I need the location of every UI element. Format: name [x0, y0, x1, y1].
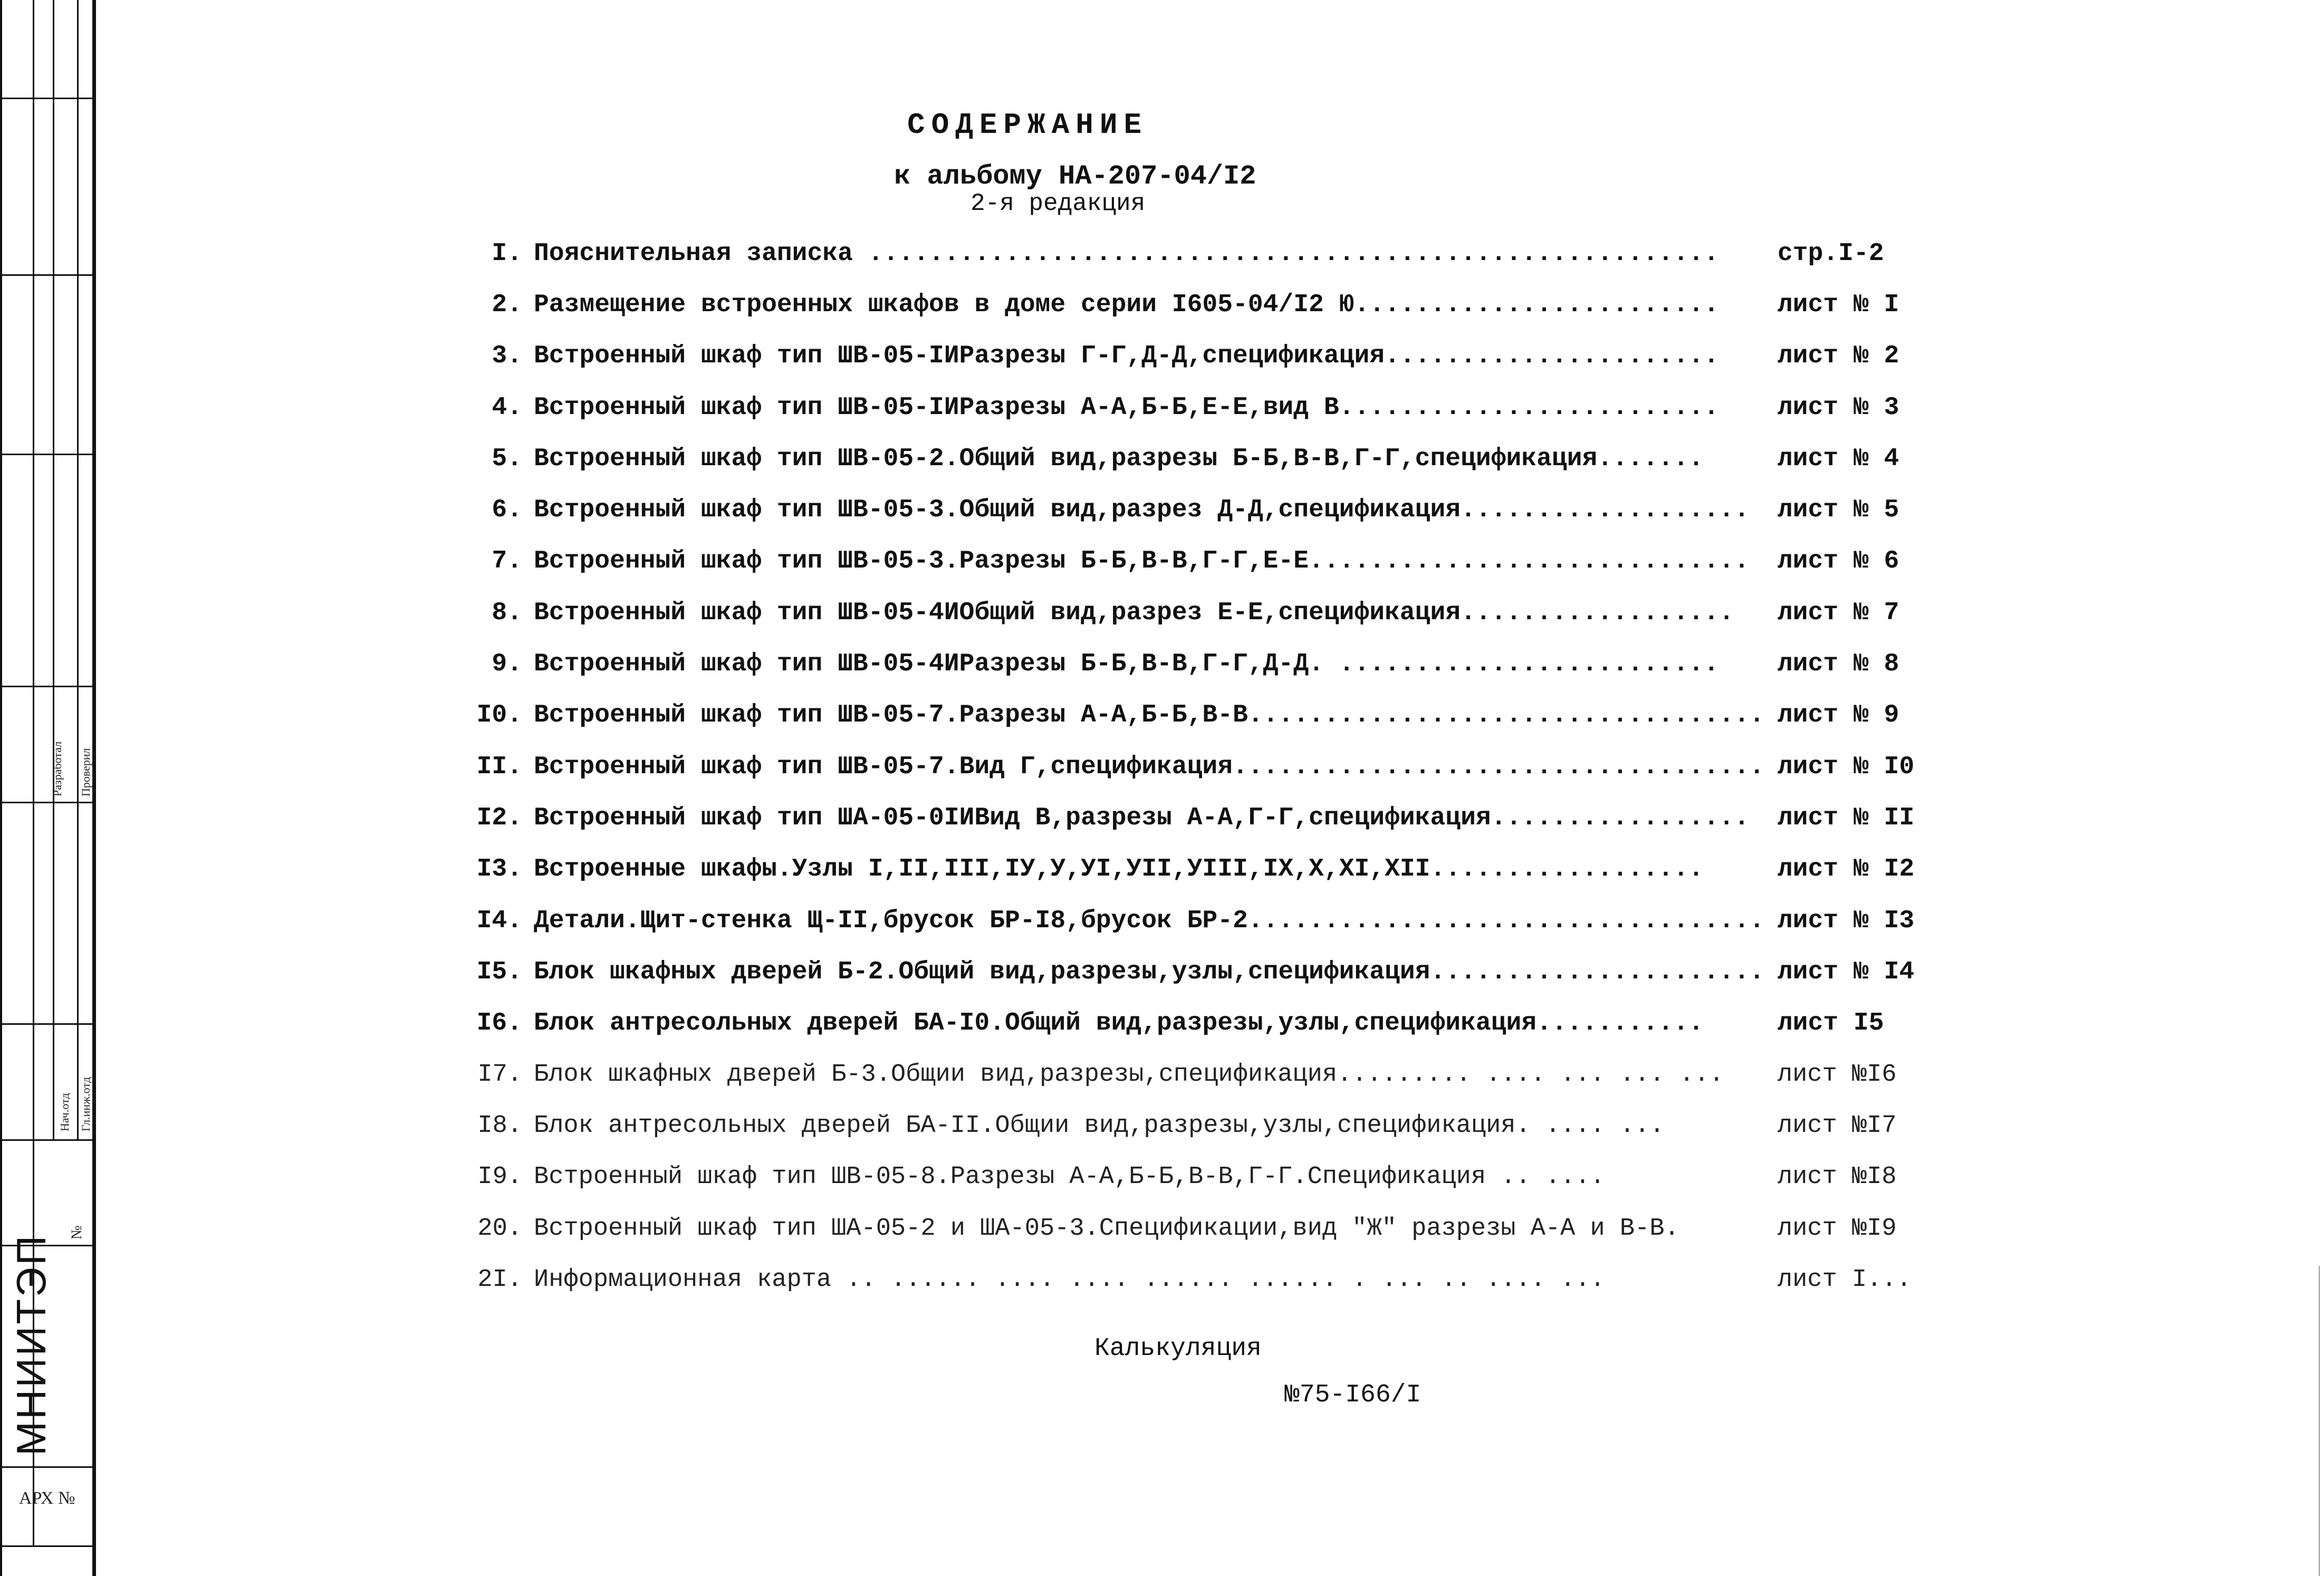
toc-entry-number: I7. [477, 1060, 522, 1089]
strip-row-line [2, 98, 92, 99]
toc-entry-number: 3. [492, 342, 522, 371]
toc-entry-title: Встроенный шкаф тип ШВ-05-7.Разрезы А-А,Б-Б,В-В.................................. [534, 701, 1765, 730]
toc-entry [464, 228, 1920, 279]
calculation-number: №75-I66/I [1284, 1381, 1422, 1409]
toc-entry-title: Блок антресольных дверей БА-II.Общии вид,разрезы,узлы,спецификация. .... ... [534, 1112, 1665, 1140]
toc-entry-sheet-ref: стр.I-2 [1778, 239, 1884, 268]
strip-row-line [2, 1545, 92, 1547]
toc-entry-title: Встроенный шкаф тип ШВ-05-IИРазрезы А-А,Б-Б,Е-Е,вид В......................... [534, 393, 1719, 422]
strip-row-line [2, 686, 92, 687]
toc-entry-title: Встроенный шкаф тип ШВ-05-3.Общий вид,разрез Д-Д,спецификация................... [534, 496, 1750, 525]
toc-entry-sheet-ref: лист № 5 [1778, 496, 1899, 525]
toc-entry [464, 638, 1920, 689]
toc-entry-title: Встроенный шкаф тип ШВ-05-2.Общий вид,разрезы Б-Б,В-В,Г-Г,спецификация....... [534, 444, 1704, 473]
edition-label: 2-я редакция [971, 190, 1146, 217]
strip-row-line [2, 1139, 92, 1141]
strip-row-line [2, 274, 92, 276]
toc-entry [464, 1254, 1920, 1305]
toc-entry-number: I0. [476, 701, 522, 730]
toc-entry-title: Блок шкафных дверей Б-2.Общий вид,разрезы,узлы,спецификация...................... [534, 957, 1765, 986]
toc-entry-sheet-ref: лист № 8 [1778, 650, 1899, 679]
strip-column-line [53, 0, 54, 1139]
strip-border-line [92, 0, 96, 1576]
toc-entry-sheet-ref: лист № I0 [1778, 752, 1915, 781]
toc-entry [464, 946, 1920, 997]
toc-entry-title: Встроенный шкаф тип ША-05-2 и ША-05-3.Спецификации,вид "Ж" разрезы А-А и В-В. [534, 1214, 1679, 1243]
toc-entry-number: 6. [492, 496, 522, 525]
toc-entry [464, 279, 1920, 330]
toc-entry-number: 9. [492, 650, 522, 679]
toc-entry-number: I. [492, 239, 522, 268]
toc-entry-number: 4. [492, 393, 522, 422]
toc-entry-sheet-ref: лист № 3 [1778, 393, 1899, 422]
toc-entry-title: Информационная карта .. ...... .... .... ...... ...... . ... .. .... ... [534, 1266, 1605, 1294]
toc-entry [464, 382, 1920, 433]
document-title: СОДЕРЖАНИЕ [907, 108, 1148, 142]
toc-entry-number: 20. [477, 1214, 522, 1243]
toc-entry-title: Встроенный шкаф тип ШВ-05-7.Вид Г,спецификация................................... [534, 752, 1765, 781]
toc-entry-title: Встроенный шкаф тип ШВ-05-3.Разрезы Б-Б,В-В,Г-Г,Е-Е............................. [534, 547, 1750, 576]
document-subtitle: к альбому НА-207-04/I2 [894, 161, 1256, 192]
toc-entry-sheet-ref: лист № II [1778, 803, 1915, 832]
toc-entry-number: 5. [492, 444, 522, 473]
toc-entry-sheet-ref: лист № I3 [1778, 906, 1915, 935]
toc-entry-number: 8. [492, 598, 522, 627]
toc-entry-title: Встроенный шкаф тип ШВ-05-8.Разрезы А-А,Б-Б,В-В,Г-Г.Спецификация .. .... [534, 1163, 1605, 1191]
toc-entry-title: Блок шкафных дверей Б-3.Общии вид,разрезы,спецификация......... .... ... ... ... [534, 1060, 1724, 1089]
toc-entry-sheet-ref: лист I... [1778, 1266, 1912, 1294]
toc-entry-sheet-ref: лист № I2 [1778, 855, 1915, 884]
toc-entry-number: I4. [476, 906, 522, 935]
toc-entry-number: 2I. [477, 1266, 522, 1294]
toc-entry [464, 1100, 1920, 1151]
toc-entry [464, 1203, 1920, 1254]
toc-entry-sheet-ref: лист № 6 [1778, 547, 1899, 576]
toc-entry [464, 433, 1920, 484]
toc-entry-number: II. [476, 752, 522, 781]
table-of-contents [464, 228, 1920, 1305]
toc-entry-title: Детали.Щит-стенка Щ-II,брусок БР-I8,брусок БР-2.................................. [534, 906, 1765, 935]
title-block-strip [0, 0, 112, 1576]
archive-number-label: АРХ № [19, 1488, 75, 1508]
toc-entry [464, 895, 1920, 946]
toc-entry [464, 1049, 1920, 1100]
toc-entry-sheet-ref: лист № 7 [1778, 598, 1899, 627]
strip-row-line [2, 1466, 92, 1468]
toc-entry-sheet-ref: лист I5 [1778, 1009, 1884, 1038]
strip-row-line [2, 454, 92, 455]
toc-entry-number: I9. [477, 1163, 522, 1191]
toc-entry-number: 7. [492, 547, 522, 576]
toc-entry-title: Встроенный шкаф тип ШВ-05-4ИОбщий вид,разрез Е-Е,спецификация.................. [534, 598, 1734, 627]
number-sign-label: № [69, 1225, 85, 1239]
toc-entry-sheet-ref: лист №I7 [1778, 1112, 1897, 1140]
checked-label: Проверил [79, 748, 92, 796]
toc-entry-title: Пояснительная записка ........................................................ [534, 239, 1719, 268]
toc-entry-number: I8. [477, 1112, 522, 1140]
toc-entry-number: I5. [476, 957, 522, 986]
strip-outer-line [0, 0, 2, 1576]
dept-head-label: Нач.отд [58, 1093, 71, 1131]
calculation-label: Калькуляция [1094, 1334, 1262, 1363]
toc-entry-title: Блок антресольных дверей БА-I0.Общий вид,разрезы,узлы,спецификация........... [534, 1009, 1704, 1038]
toc-entry-title: Встроенный шкаф тип ШВ-05-4ИРазрезы Б-Б,В-В,Г-Г,Д-Д. ......................... [534, 650, 1719, 679]
developed-label: Разработал [51, 741, 64, 796]
toc-entry-title: Встроенный шкаф тип ША-05-0IИВид В,разрезы А-А,Г-Г,спецификация................. [534, 803, 1750, 832]
strip-row-line [2, 1023, 92, 1025]
toc-entry [464, 587, 1920, 638]
toc-entry [464, 536, 1920, 587]
scan-edge-line [2319, 1266, 2320, 1576]
toc-entry [464, 792, 1920, 843]
toc-entry-title: Размещение встроенных шкафов в доме серии I605-04/I2 Ю........................ [534, 290, 1719, 319]
toc-entry-sheet-ref: лист № I [1778, 290, 1899, 319]
toc-entry-sheet-ref: лист № I4 [1778, 957, 1915, 986]
chief-engineer-label: Гл.инж.отд [79, 1077, 92, 1131]
toc-entry-sheet-ref: лист № 2 [1778, 342, 1899, 371]
toc-entry-number: I6. [476, 1009, 522, 1038]
toc-entry [464, 741, 1920, 792]
toc-entry [464, 484, 1920, 535]
toc-entry-number: 2. [492, 290, 522, 319]
strip-row-line [2, 802, 92, 803]
toc-entry [464, 690, 1920, 741]
toc-entry [464, 331, 1920, 382]
toc-entry-sheet-ref: лист № 9 [1778, 701, 1899, 730]
toc-entry-title: Встроенный шкаф тип ШВ-05-IИРазрезы Г-Г,Д-Д,спецификация...................... [534, 342, 1719, 371]
toc-entry-sheet-ref: лист №I6 [1778, 1060, 1897, 1089]
organization-label: МНИИТЭП [8, 1233, 54, 1456]
toc-entry-number: I2. [476, 803, 522, 832]
toc-entry [464, 997, 1920, 1049]
toc-entry [464, 844, 1920, 895]
strip-column-line [77, 0, 79, 1139]
toc-entry-sheet-ref: лист № 4 [1778, 444, 1899, 473]
toc-entry [464, 1151, 1920, 1203]
toc-entry-title: Встроенные шкафы.Узлы I,II,III,IУ,У,УI,УII,УIII,IX,X,XI,XII.................. [534, 855, 1704, 884]
toc-entry-sheet-ref: лист №I9 [1778, 1214, 1897, 1243]
toc-entry-number: I3. [476, 855, 522, 884]
toc-entry-sheet-ref: лист №I8 [1778, 1163, 1897, 1191]
